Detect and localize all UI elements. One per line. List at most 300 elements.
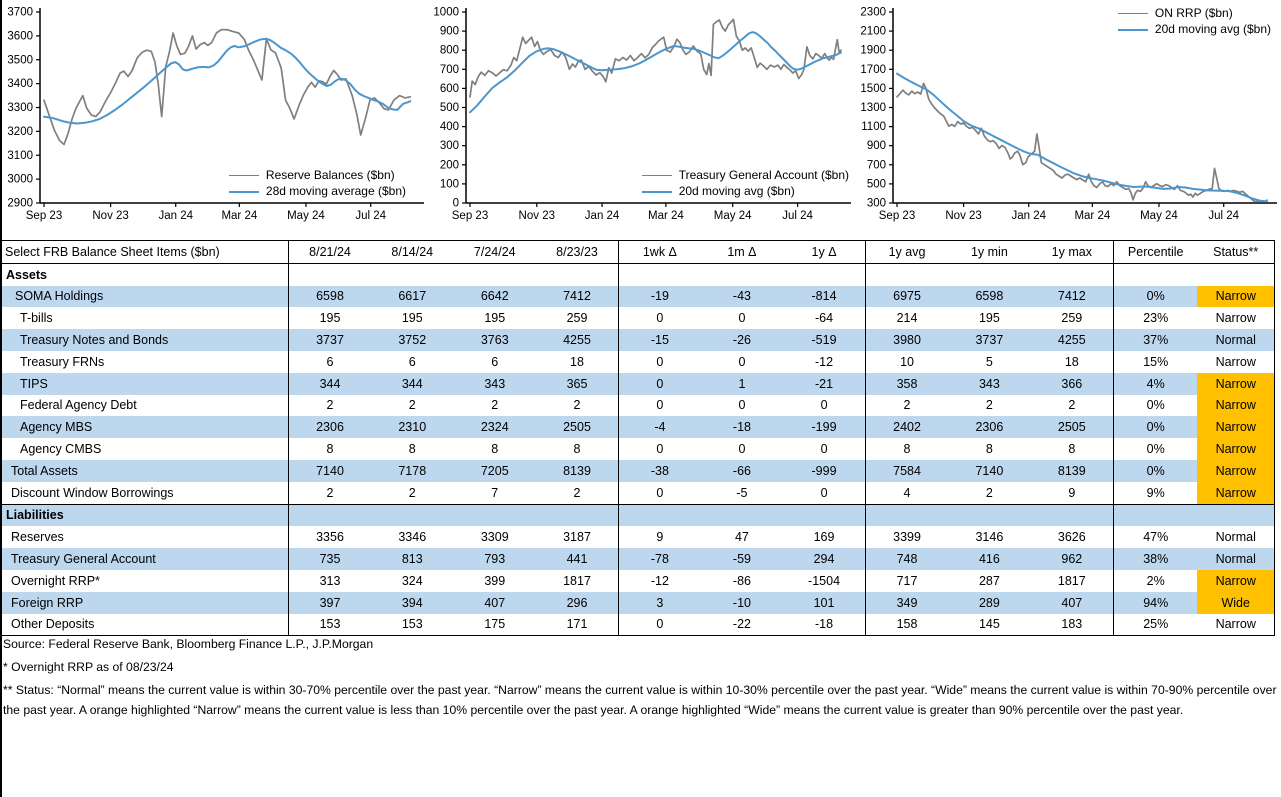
status-badge: Normal <box>1215 530 1256 545</box>
table-cell: 3752 <box>371 329 454 351</box>
svg-text:600: 600 <box>439 82 459 95</box>
svg-text:300: 300 <box>439 140 459 153</box>
table-cell: 2 <box>289 482 372 504</box>
table-cell <box>1031 504 1114 526</box>
legend-line-swatch <box>642 175 672 176</box>
table-cell: 7412 <box>1031 286 1114 308</box>
table-cell: 294 <box>783 548 865 570</box>
table-cell: 23% <box>1113 307 1197 329</box>
table-cell: 8 <box>865 438 948 460</box>
row-label: Agency CMBS <box>20 442 102 457</box>
table-cell <box>865 504 948 526</box>
treasury-general-account-chart <box>428 0 855 235</box>
svg-text:500: 500 <box>866 178 886 191</box>
table-row <box>2 438 1275 460</box>
chart-legend <box>229 168 406 199</box>
table-cell: 2402 <box>865 416 948 438</box>
svg-text:Jul 24: Jul 24 <box>782 210 813 222</box>
table-cell: 7140 <box>948 460 1031 482</box>
table-cell: 15% <box>1113 351 1197 373</box>
svg-text:1700: 1700 <box>860 63 886 76</box>
row-label: Discount Window Borrowings <box>11 485 174 500</box>
table-cell: 2% <box>1113 570 1197 592</box>
table-cell: -18 <box>815 617 834 632</box>
table-row <box>2 329 1275 351</box>
table-cell: 3399 <box>865 526 948 548</box>
row-label: TIPS <box>2 373 289 395</box>
status-badge: Narrow <box>1215 311 1256 326</box>
table-cell: 259 <box>566 311 588 326</box>
svg-text:Nov 23: Nov 23 <box>518 210 555 222</box>
column-header: 1y Δ <box>811 244 837 259</box>
svg-text:3700: 3700 <box>7 6 33 19</box>
table-cell: 8 <box>408 442 416 457</box>
table-cell: 6975 <box>865 286 948 308</box>
status-badge: Narrow <box>1197 286 1274 308</box>
svg-text:Jan 24: Jan 24 <box>158 210 193 222</box>
table-cell: 195 <box>289 307 372 329</box>
table-cell <box>1113 263 1197 285</box>
balance-sheet-table <box>1 240 1275 636</box>
table-cell: 0 <box>820 485 828 500</box>
svg-text:3600: 3600 <box>7 30 33 43</box>
status-badge: Narrow <box>1215 354 1256 369</box>
status-badge: Narrow <box>1197 438 1274 460</box>
table-cell: 7178 <box>371 460 454 482</box>
row-label: SOMA Holdings <box>2 286 289 308</box>
table-cell: 38% <box>1113 548 1197 570</box>
table-cell: 6598 <box>948 286 1031 308</box>
svg-text:Jul 24: Jul 24 <box>355 210 387 222</box>
table-cell: -5 <box>736 485 748 500</box>
table-cell: 6 <box>491 354 499 369</box>
table-cell: -19 <box>619 286 701 308</box>
table-cell: 2 <box>408 398 416 413</box>
table-cell: -10 <box>701 592 783 614</box>
table-cell: 365 <box>536 373 619 395</box>
table-row <box>2 614 1275 636</box>
table-cell: 0 <box>738 354 746 369</box>
row-label: Other Deposits <box>11 617 95 632</box>
table-cell: -66 <box>701 460 783 482</box>
table-cell: 0 <box>619 307 701 329</box>
svg-text:May 24: May 24 <box>1140 210 1178 222</box>
table-cell: 358 <box>865 373 948 395</box>
svg-text:Jan 24: Jan 24 <box>584 210 620 222</box>
table-cell: 717 <box>865 570 948 592</box>
table-cell: 3356 <box>289 526 372 548</box>
table-cell: 4% <box>1113 373 1197 395</box>
row-label: Treasury General Account <box>2 548 289 570</box>
table-cell: 2505 <box>536 416 619 438</box>
table-cell: 94% <box>1113 592 1197 614</box>
svg-text:Mar 24: Mar 24 <box>1074 210 1111 222</box>
table-cell: 4255 <box>536 329 619 351</box>
svg-text:3300: 3300 <box>7 102 33 114</box>
table-cell: 101 <box>783 592 865 614</box>
svg-text:Nov 23: Nov 23 <box>92 210 129 222</box>
table-cell: 0 <box>619 482 701 504</box>
table-cell: -78 <box>619 548 701 570</box>
table-title: Select FRB Balance Sheet Items ($bn) <box>5 244 220 259</box>
legend-entry <box>642 184 849 199</box>
table-cell: 2 <box>573 485 581 500</box>
table-cell: 1817 <box>1057 573 1086 588</box>
reserve-balances-chart <box>2 0 428 235</box>
table-cell <box>536 504 619 526</box>
chart-legend <box>642 168 849 199</box>
status-badge: Narrow <box>1197 373 1274 395</box>
svg-text:May 24: May 24 <box>713 210 752 222</box>
table-cell: -22 <box>732 617 751 632</box>
table-cell: 813 <box>371 548 454 570</box>
table-cell: 313 <box>289 570 372 592</box>
svg-text:700: 700 <box>439 63 459 76</box>
svg-text:2100: 2100 <box>860 25 886 38</box>
table-cell: 175 <box>484 617 506 632</box>
column-header: 1y min <box>970 244 1008 259</box>
svg-text:200: 200 <box>439 159 459 172</box>
table-cell: 0 <box>619 351 701 373</box>
section-row <box>2 263 1275 285</box>
table-cell <box>619 263 701 285</box>
status-badge: Narrow <box>1197 395 1274 417</box>
svg-text:1300: 1300 <box>860 102 886 114</box>
table-cell <box>371 263 454 285</box>
table-cell: 25% <box>1113 614 1197 636</box>
table-row <box>2 373 1275 395</box>
table-cell: 0% <box>1113 286 1197 308</box>
svg-text:Jan 24: Jan 24 <box>1011 210 1046 222</box>
table-cell: 0 <box>738 398 746 413</box>
status-badge <box>1197 263 1274 285</box>
svg-text:1000: 1000 <box>433 6 459 19</box>
row-label: Total Assets <box>2 460 289 482</box>
table-cell: 4 <box>865 482 948 504</box>
table-cell <box>289 504 372 526</box>
table-cell: 18 <box>1064 354 1079 369</box>
chart-canvas <box>2 0 428 235</box>
table-cell: 2 <box>985 398 993 413</box>
table-cell: -12 <box>815 354 834 369</box>
row-label: Agency MBS <box>2 416 289 438</box>
table-row <box>2 460 1275 482</box>
status-badge: Normal <box>1197 548 1274 570</box>
table-cell: 1817 <box>563 573 591 588</box>
status-badge: Normal <box>1197 329 1274 351</box>
status-badge <box>1197 504 1274 526</box>
row-label: Treasury Notes and Bonds <box>2 329 289 351</box>
table-cell: 399 <box>484 573 506 588</box>
table-cell: 158 <box>865 614 948 636</box>
table-cell: 2306 <box>289 416 372 438</box>
svg-text:900: 900 <box>866 140 886 153</box>
column-header: 8/21/24 <box>289 241 372 264</box>
legend-line-swatch <box>229 191 259 193</box>
table-cell: 0 <box>619 614 701 636</box>
table-cell <box>1031 263 1114 285</box>
table-cell: 343 <box>454 373 537 395</box>
svg-text:500: 500 <box>439 102 459 114</box>
table-cell: 259 <box>1061 311 1083 326</box>
row-label: Reserves <box>11 530 64 545</box>
status-badge: Narrow <box>1197 416 1274 438</box>
table-cell: 3737 <box>948 329 1031 351</box>
svg-text:1500: 1500 <box>860 82 886 95</box>
chart-legend <box>1118 6 1271 37</box>
table-cell: 416 <box>948 548 1031 570</box>
status-definition-note: ** Status: “Normal” means the current value is within 30-70% percentile over the past year. “Narrow” means the current value is within 10-30% percentile over the past year. “Wide” means the current value is within 70-90% percentile over the past year. A orange highlighted “Narrow” means the current value is less than 10% percentile over the past year. A orange highlighted “Wide” means the current value is greater than 90% percentile over the past year. <box>3 683 1277 717</box>
table-cell: 287 <box>978 573 1000 588</box>
legend-label: Reserve Balances ($bn) <box>265 168 395 182</box>
svg-text:1100: 1100 <box>861 121 886 134</box>
table-cell: -43 <box>701 286 783 308</box>
column-header: 7/24/24 <box>473 244 516 259</box>
table-cell: 7412 <box>536 286 619 308</box>
chart-canvas <box>428 0 855 235</box>
table-cell: 0% <box>1113 416 1197 438</box>
table-cell: 344 <box>371 373 454 395</box>
table-cell: 195 <box>401 311 423 326</box>
table-cell: -519 <box>783 329 865 351</box>
table-cell: 289 <box>948 592 1031 614</box>
table-cell: -999 <box>783 460 865 482</box>
table-cell <box>536 263 619 285</box>
table-row <box>2 395 1275 417</box>
table-cell: 0 <box>619 438 701 460</box>
table-cell: 3 <box>619 592 701 614</box>
table-cell: -64 <box>815 311 834 326</box>
table-cell <box>454 263 537 285</box>
column-header: 1y avg <box>865 241 948 264</box>
table-cell: -12 <box>619 570 701 592</box>
table-cell: 214 <box>865 307 948 329</box>
table-cell: 3763 <box>454 329 537 351</box>
overnight-rrp-note: * Overnight RRP as of 08/23/24 <box>3 660 174 674</box>
table-row <box>2 548 1275 570</box>
row-label: Overnight RRP* <box>11 573 100 588</box>
column-header: Percentile <box>1113 241 1197 264</box>
svg-text:0: 0 <box>452 197 459 210</box>
table-cell: 3346 <box>398 530 427 545</box>
table-cell: 397 <box>289 592 372 614</box>
table-cell: 2 <box>1068 398 1076 413</box>
svg-text:3400: 3400 <box>7 78 33 91</box>
table-cell: 2306 <box>948 416 1031 438</box>
table-cell: 2324 <box>454 416 537 438</box>
table-cell: 6 <box>289 351 372 373</box>
table-cell: 0% <box>1113 460 1197 482</box>
column-header: 1m Δ <box>727 244 757 259</box>
table-cell: 10 <box>865 351 948 373</box>
table-cell: 2310 <box>371 416 454 438</box>
table-cell: 5 <box>985 354 993 369</box>
legend-entry <box>229 168 406 183</box>
svg-text:Mar 24: Mar 24 <box>221 210 258 222</box>
column-header: 1wk Δ <box>619 241 701 264</box>
legend-entry <box>1118 22 1271 37</box>
table-cell: 6 <box>408 354 416 369</box>
svg-text:3100: 3100 <box>7 149 33 162</box>
row-label: Liabilities <box>2 504 289 526</box>
table-cell: 8139 <box>1031 460 1114 482</box>
svg-text:100: 100 <box>439 178 459 191</box>
table-cell: 171 <box>566 617 588 632</box>
table-cell: 8 <box>491 442 499 457</box>
table-cell: 8 <box>1068 442 1076 457</box>
svg-text:May 24: May 24 <box>287 210 325 222</box>
table-cell: 145 <box>978 617 1000 632</box>
table-cell: 3309 <box>480 530 509 545</box>
table-cell: 296 <box>536 592 619 614</box>
status-badge: Narrow <box>1215 617 1256 632</box>
table-cell: 324 <box>401 573 423 588</box>
table-cell: 9% <box>1113 482 1197 504</box>
svg-text:Nov 23: Nov 23 <box>945 210 982 222</box>
row-label: Federal Agency Debt <box>20 398 137 413</box>
table-cell: 7205 <box>454 460 537 482</box>
table-cell: 8139 <box>536 460 619 482</box>
status-badge: Narrow <box>1197 570 1274 592</box>
table-cell: 6617 <box>371 286 454 308</box>
table-cell: 7 <box>491 485 499 500</box>
table-cell: 6642 <box>454 286 537 308</box>
svg-text:300: 300 <box>866 197 886 210</box>
row-label: Assets <box>6 267 47 282</box>
table-cell: 2 <box>573 398 581 413</box>
legend-line-swatch <box>229 175 259 176</box>
table-cell: 7584 <box>865 460 948 482</box>
legend-label: 20d moving avg ($bn) <box>1154 22 1271 36</box>
legend-entry <box>1118 6 1271 21</box>
section-row <box>2 504 1275 526</box>
status-badge: Wide <box>1197 592 1274 614</box>
table-cell: 3737 <box>289 329 372 351</box>
table-cell: -1504 <box>808 573 841 588</box>
table-cell: 8 <box>289 438 372 460</box>
legend-line-swatch <box>1118 29 1148 31</box>
table-cell: 183 <box>1061 617 1083 632</box>
table-cell: -4 <box>619 416 701 438</box>
column-header: 8/14/24 <box>391 244 434 259</box>
charts-row <box>2 0 1281 237</box>
table-cell: 8 <box>573 442 581 457</box>
table-cell: 169 <box>813 530 835 545</box>
table-cell: 3187 <box>563 530 591 545</box>
svg-text:3200: 3200 <box>7 125 33 138</box>
table-cell: -199 <box>783 416 865 438</box>
table-cell: 6598 <box>289 286 372 308</box>
table-cell: 344 <box>289 373 372 395</box>
column-header: 8/23/23 <box>556 244 598 259</box>
table-cell: -86 <box>732 573 751 588</box>
svg-text:Sep 23: Sep 23 <box>451 210 489 222</box>
table-cell: 366 <box>1031 373 1114 395</box>
row-label: Treasury FRNs <box>20 354 105 369</box>
table-row <box>2 286 1275 308</box>
svg-text:Sep 23: Sep 23 <box>878 210 916 222</box>
source-note: Source: Federal Reserve Bank, Bloomberg Finance L.P., J.P.Morgan <box>3 637 374 651</box>
legend-entry <box>642 168 849 183</box>
table-cell: 4255 <box>1031 329 1114 351</box>
row-label: Foreign RRP <box>2 592 289 614</box>
svg-text:800: 800 <box>439 44 459 57</box>
svg-text:2300: 2300 <box>860 6 886 19</box>
table-cell: 0 <box>820 442 828 457</box>
table-cell <box>289 263 372 285</box>
row-label: T-bills <box>20 311 53 326</box>
table-header-row <box>2 241 1275 264</box>
table-cell: 47% <box>1113 526 1197 548</box>
table-cell: 7140 <box>289 460 372 482</box>
table-cell: 0% <box>1113 438 1197 460</box>
svg-text:900: 900 <box>439 25 459 38</box>
svg-text:400: 400 <box>439 121 459 134</box>
table-row <box>2 482 1275 504</box>
column-header: 1y max <box>1051 244 1092 259</box>
table-cell: 394 <box>371 592 454 614</box>
table-row <box>2 592 1275 614</box>
table-cell: 3146 <box>975 530 1004 545</box>
table-cell: -814 <box>783 286 865 308</box>
table-cell <box>783 504 865 526</box>
legend-label: Treasury General Account ($bn) <box>678 168 849 182</box>
table-cell: 0 <box>820 398 828 413</box>
column-header: Status** <box>1213 244 1259 259</box>
table-cell: 195 <box>484 311 506 326</box>
table-cell: 793 <box>454 548 537 570</box>
table-cell: 195 <box>978 311 1000 326</box>
table-cell: 153 <box>289 614 372 636</box>
table-cell: 8 <box>985 442 993 457</box>
svg-text:700: 700 <box>866 159 886 172</box>
table-row <box>2 526 1275 548</box>
table-cell: 2 <box>491 398 499 413</box>
table-cell: 2 <box>289 395 372 417</box>
table-cell: 2 <box>985 485 993 500</box>
table-cell: 349 <box>865 592 948 614</box>
table-cell: 9 <box>619 526 701 548</box>
table-cell: 441 <box>536 548 619 570</box>
table-cell <box>701 263 783 285</box>
table-cell <box>619 504 701 526</box>
table-cell: 37% <box>1113 329 1197 351</box>
table-row <box>2 416 1275 438</box>
table-cell: 2 <box>408 485 416 500</box>
table-cell <box>454 504 537 526</box>
table-cell: 2505 <box>1031 416 1114 438</box>
table-cell <box>783 263 865 285</box>
svg-text:3000: 3000 <box>7 173 33 186</box>
table-cell: -38 <box>619 460 701 482</box>
table-cell: -21 <box>783 373 865 395</box>
svg-text:Mar 24: Mar 24 <box>647 210 684 222</box>
table-cell: 153 <box>401 617 423 632</box>
table-cell: 0% <box>1113 395 1197 417</box>
table-cell: 407 <box>454 592 537 614</box>
table-cell: 3626 <box>1057 530 1086 545</box>
table-cell: 735 <box>289 548 372 570</box>
table-row <box>2 570 1275 592</box>
table-cell <box>701 504 783 526</box>
table-cell <box>948 263 1031 285</box>
legend-entry <box>229 184 406 199</box>
svg-text:Sep 23: Sep 23 <box>25 210 63 222</box>
table-row <box>2 351 1275 373</box>
table-cell: 18 <box>570 354 584 369</box>
table-cell: 748 <box>865 548 948 570</box>
table-cell: 407 <box>1031 592 1114 614</box>
